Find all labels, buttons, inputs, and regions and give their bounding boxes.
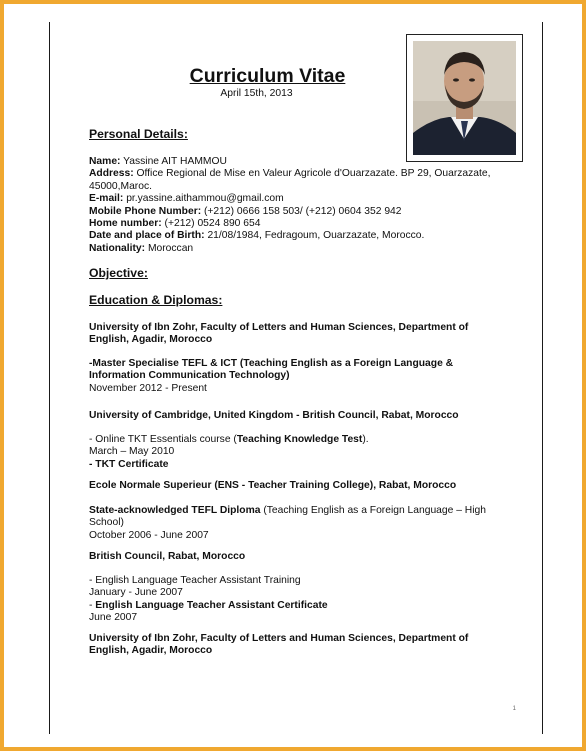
field-value: 21/08/1984, Fedragoum, Ouarzazate, Morocco. [204, 230, 425, 242]
field-value: Office Regional de Mise en Valeur Agricole d'Ouarzazate. BP 29, Ouarzazate, 45000,Maroc. [89, 168, 491, 192]
field-email [89, 193, 499, 205]
master-title: -Master Specialise TEFL & ICT (Teaching English as a Foreign Language & Information Communication Technology) [89, 358, 454, 382]
tkt-dates: March – May 2010 [89, 446, 175, 458]
tefl-diploma [89, 505, 499, 530]
edu-ibn-zohr-1: University of Ibn Zohr, Faculty of Letters and Human Sciences, Department of English, Agadir, Morocco [89, 322, 469, 346]
field-label: Home number: [89, 218, 162, 230]
page-number: 1 [512, 706, 516, 712]
tkt-course [89, 434, 499, 446]
page-frame [4, 4, 582, 747]
tkt-course-prefix: - Online TKT Essentials course ( [89, 434, 237, 445]
field-nationality [89, 243, 499, 255]
edu-tkt [89, 434, 499, 471]
tefl-bold: State-acknowledged TEFL Diploma [89, 505, 261, 516]
field-label: Mobile Phone Number: [89, 205, 202, 217]
field-address [89, 168, 499, 193]
field-label: E-mail: [89, 193, 124, 205]
field-value: pr.yassine.aithammou@gmail.com [123, 193, 284, 205]
field-value: (+212) 0666 158 503/ (+212) 0604 352 942 [201, 205, 402, 217]
edu-british-council: British Council, Rabat, Morocco [89, 551, 246, 562]
document-page [49, 22, 543, 734]
field-name [89, 156, 499, 168]
field-value: Yassine AIT HAMMOU [120, 156, 227, 167]
cv-date: April 15th, 2013 [220, 88, 293, 99]
tkt-course-suffix: ). [362, 434, 369, 445]
field-label: Address: [89, 168, 134, 180]
elta-cert-bold: English Language Teacher Assistant Certificate [95, 599, 328, 611]
elta-cert-date: June 2007 [89, 612, 138, 624]
elta-training: - English Language Teacher Assistant Training [89, 575, 301, 586]
field-value: (+212) 0524 890 654 [161, 218, 261, 230]
elta-dates: January - June 2007 [89, 587, 183, 599]
field-birth [89, 230, 499, 242]
elta-cert-prefix: - [89, 599, 96, 611]
edu-ibn-zohr-2: University of Ibn Zohr, Faculty of Letters and Human Sciences, Department of English, Agadir, Morocco [89, 633, 469, 657]
edu-elta [89, 575, 499, 625]
personal-details-list [89, 156, 499, 255]
field-value: Moroccan [145, 242, 194, 254]
edu-ens: Ecole Normale Superieur (ENS - Teacher Training College), Rabat, Morocco [89, 480, 457, 491]
education-heading: Education & Diplomas: [89, 293, 223, 307]
cv-title: Curriculum Vitae [189, 65, 346, 87]
edu-tefl [89, 505, 499, 542]
master-dates: November 2012 - Present [89, 382, 207, 394]
tkt-certificate: - TKT Certificate [89, 458, 169, 470]
tefl-rest: (Teaching English as a Foreign Language – High School) [89, 505, 486, 529]
edu-master [89, 358, 499, 395]
elta-certificate [89, 600, 499, 612]
objective-heading: Objective: [89, 266, 148, 280]
field-label: Nationality: [89, 242, 146, 254]
field-label: Date and place of Birth: [89, 230, 205, 242]
field-label: Name: [89, 156, 121, 167]
tkt-course-bold: Teaching Knowledge Test [236, 434, 363, 445]
edu-cambridge: University of Cambridge, United Kingdom - British Council, Rabat, Morocco [89, 410, 459, 421]
field-home [89, 218, 499, 230]
tefl-dates: October 2006 - June 2007 [89, 529, 209, 541]
personal-details-heading: Personal Details: [89, 127, 188, 141]
field-mobile [89, 206, 499, 218]
